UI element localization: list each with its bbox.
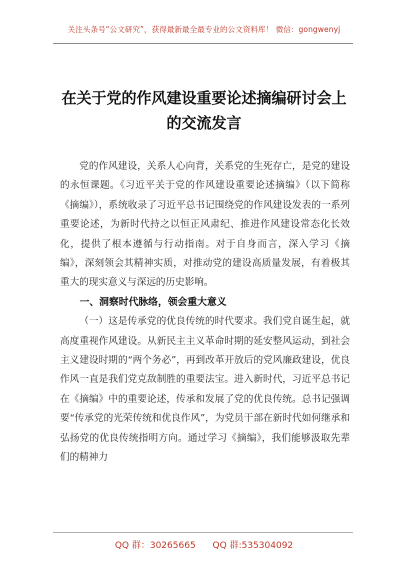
section-1-paragraph: （一）这是传承党的优良传统的时代要求。我们党自诞生起，就高度重视作风建设。从新民主主义革命时期的延安整风运动，到社会主义建设时期的“两个务必”，再到改革开放后的党风廉政建设，优良作风一直是我们党克敌制胜的重要法宝。进入新时代，习近平总书记在《摘编》中的重要论述，传承和发展了党的优良传统。总书记强调要“传承党的光荣传统和优良作风”，为党员干部在新时代如何继承和弘扬党的优良传统指明方向。通过学习《摘编》，我们能够汲取先辈们的精神力	[60, 316, 350, 464]
footer-qq-group-2: QQ 群:535304092	[212, 541, 294, 551]
document-title	[0, 86, 408, 136]
footer-divider	[53, 532, 353, 533]
title-line-1: 在关于党的作风建设重要论述摘编研讨会上	[61, 89, 347, 107]
header-divider	[53, 43, 353, 44]
intro-paragraph: 党的作风建设，关系人心向背，关系党的生死存亡，是党的建设的永恒课题。《习近平关于党的作风建设重要论述摘编》（以下简称《摘编》），系统收录了习近平总书记围绕党的作风建设发表的一系列重要论述，为新时代持之以恒正风肃纪、推进作风建设常态化长效化，提供了根本遵循与行动指南。对于自身而言，深入学习《摘编》，深刻领会其精神实质，对推动党的建设高质量发展，有着极其重大的现实意义与深远的历史影响。	[60, 161, 350, 289]
footer	[0, 538, 408, 551]
title-line-2: 的交流发言	[166, 114, 242, 132]
section-heading-1: 一、洞察时代脉络，领会重大意义	[79, 296, 227, 308]
document-body	[60, 157, 350, 468]
footer-qq-group-1: QQ 群：30265665	[114, 541, 196, 551]
header-note: 关注头条号“公文研究”，获得最新最全最专业的公文资料库！ 微信：gongwenyj	[67, 25, 341, 34]
